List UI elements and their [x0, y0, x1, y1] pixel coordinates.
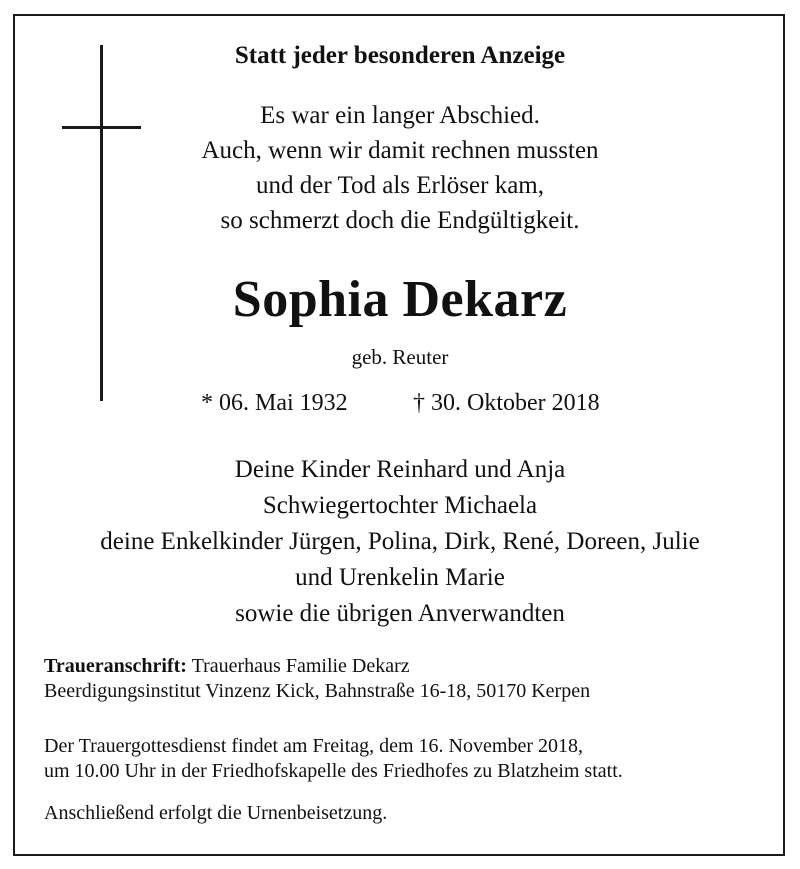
mourners-line: und Urenkelin Marie	[295, 564, 505, 591]
memorial-poem	[0, 98, 800, 238]
deceased-name: Sophia Dekarz	[232, 271, 568, 328]
service-line: um 10.00 Uhr in der Friedhofskapelle des Friedhofes zu Blatzheim statt.	[44, 760, 623, 782]
maiden-name: geb. Reuter	[351, 345, 449, 369]
mourners-line: Deine Kinder Reinhard und Anja	[234, 456, 566, 483]
address-house: Trauerhaus Familie Dekarz	[191, 655, 410, 677]
service-line: Der Trauergottesdienst findet am Freitag, dem 16. November 2018,	[44, 735, 583, 757]
mourners-line: Schwiegertochter Michaela	[262, 492, 538, 519]
birth-date: * 06. Mai 1932	[201, 390, 348, 416]
death-date: † 30. Oktober 2018	[413, 390, 600, 416]
urn-burial-info: Anschließend erfolgt die Urnenbeisetzung.	[44, 802, 388, 824]
mourners-line: sowie die übrigen Anverwandten	[235, 600, 565, 627]
mourning-address	[44, 654, 784, 704]
poem-line: Auch, wenn wir damit rechnen mussten	[201, 137, 599, 164]
poem-line: Es war ein langer Abschied.	[260, 102, 540, 129]
mourners-list	[0, 452, 800, 632]
address-line-2: Beerdigungsinstitut Vinzenz Kick, Bahnstraße 16-18, 50170 Kerpen	[44, 680, 591, 702]
address-label: Traueranschrift:	[44, 655, 187, 677]
address-line-1	[44, 654, 784, 679]
poem-line: so schmerzt doch die Endgültigkeit.	[220, 207, 580, 234]
mourners-line: deine Enkelkinder Jürgen, Polina, Dirk, René, Doreen, Julie	[100, 528, 700, 555]
funeral-service-info	[44, 734, 784, 784]
notice-header: Statt jeder besonderen Anzeige	[234, 42, 566, 69]
poem-line: und der Tod als Erlöser kam,	[255, 172, 544, 199]
